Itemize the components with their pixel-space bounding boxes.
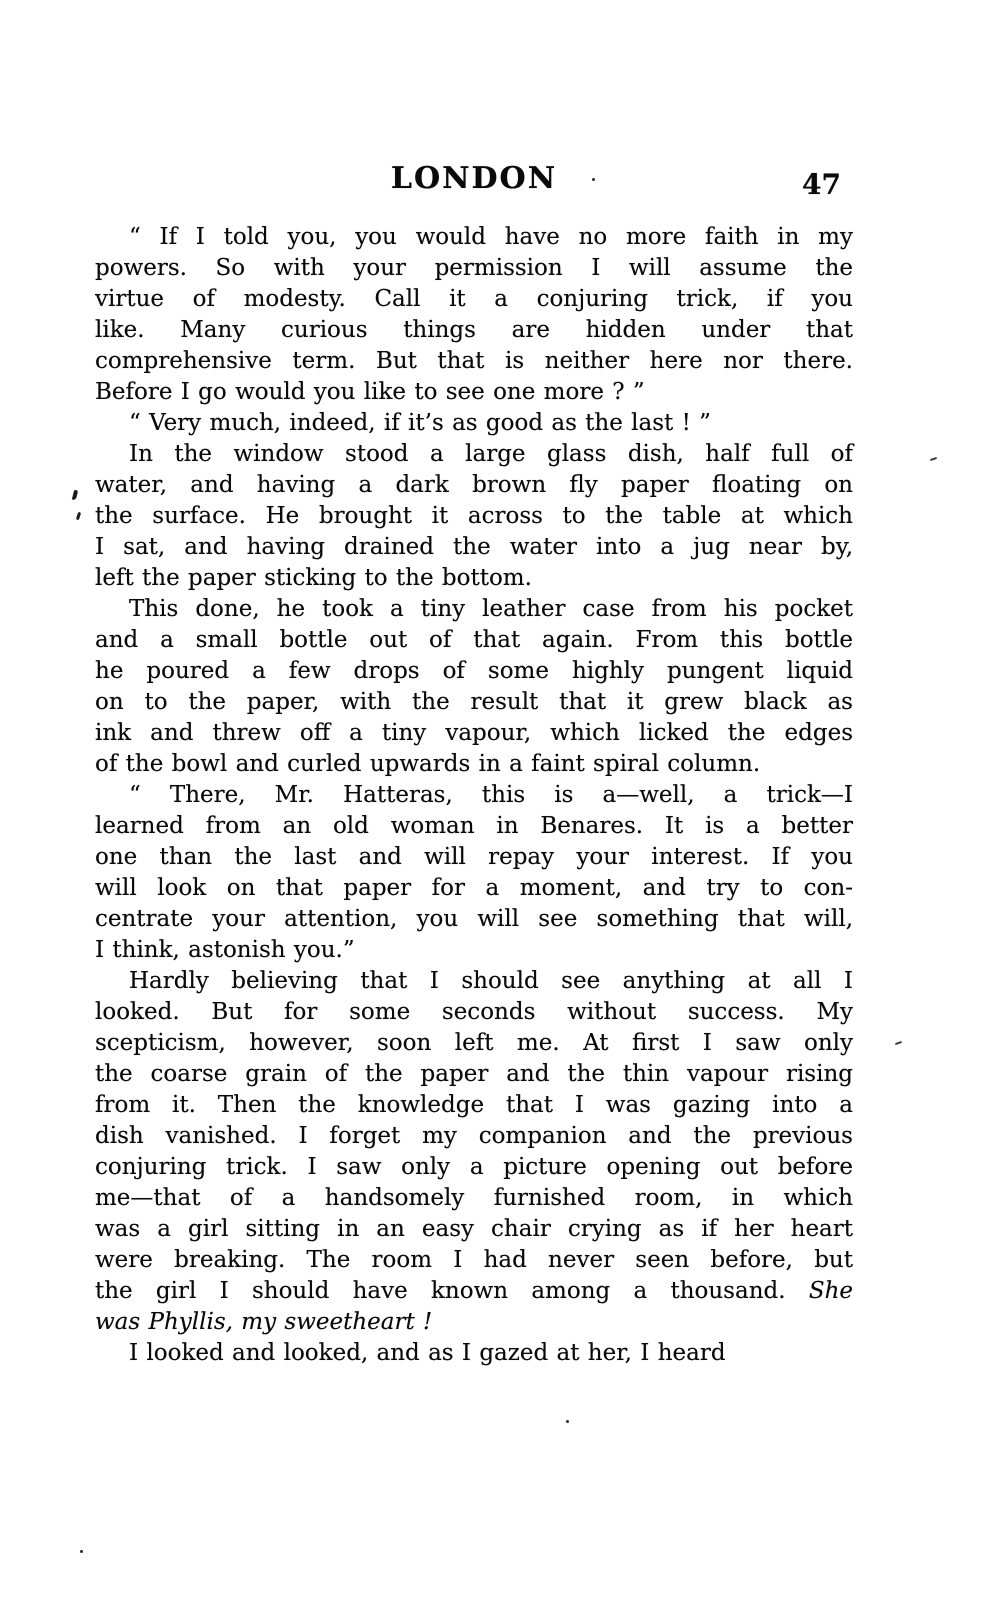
paragraph: [95, 222, 853, 408]
text-run: me—that of a handsomely furnished room, in which: [95, 1185, 853, 1211]
text-line: [95, 1121, 853, 1152]
scan-speck: [930, 457, 937, 461]
text-run: scepticism, however, soon left me. At first I saw only: [95, 1030, 853, 1056]
scan-speck: [592, 178, 595, 181]
text-run: one than the last and will repay your interest. If you: [95, 844, 853, 870]
text-run: from it. Then the knowledge that I was gazing into a: [95, 1092, 853, 1118]
text-run: of the bowl and curled upwards in a faint spiral column.: [95, 751, 761, 777]
paragraph: [95, 408, 853, 439]
text-line: [95, 1276, 853, 1307]
text-run: In the window stood a large glass dish, half full of: [129, 441, 853, 467]
page-number: 47: [802, 168, 841, 201]
text-line: [95, 1183, 853, 1214]
paragraph: [95, 966, 853, 1338]
text-run: dish vanished. I forget my companion and the previous: [95, 1123, 853, 1149]
text-line: [95, 470, 853, 501]
text-run: was Phyllis, my sweetheart !: [95, 1309, 433, 1335]
text-line: [95, 377, 853, 408]
text-line: [95, 1338, 853, 1369]
text-run: and a small bottle out of that again. From this bottle: [95, 627, 853, 653]
text-run: on to the paper, with the result that it grew black as: [95, 689, 853, 715]
text-line: [95, 346, 853, 377]
text-line: [95, 284, 853, 315]
scan-speck: [72, 490, 78, 501]
text-line: [95, 687, 853, 718]
text-line: [95, 904, 853, 935]
text-line: [95, 563, 853, 594]
text-line: [95, 532, 853, 563]
text-line: [95, 1090, 853, 1121]
text-line: [95, 718, 853, 749]
text-run: She: [808, 1278, 853, 1304]
page-header: [95, 161, 853, 201]
text-line: [95, 439, 853, 470]
text-run: “ Very much, indeed, if it’s as good as the last ! ”: [129, 410, 711, 436]
text-run: water, and having a dark brown fly paper floating on: [95, 472, 853, 498]
text-run: “ There, Mr. Hatteras, this is a—well, a trick—I: [129, 782, 853, 808]
text-line: [95, 966, 853, 997]
text-run: learned from an old woman in Benares. It is a better: [95, 813, 853, 839]
scan-speck: [80, 1550, 83, 1553]
text-line: [95, 501, 853, 532]
text-line: [95, 1245, 853, 1276]
text-line: [95, 1152, 853, 1183]
text-line: [95, 780, 853, 811]
text-line: [95, 1028, 853, 1059]
text-line: [95, 1307, 853, 1338]
text-run: centrate your attention, you will see something that will,: [95, 906, 853, 932]
text-run: the surface. He brought it across to the table at which: [95, 503, 853, 529]
text-line: [95, 842, 853, 873]
running-head-title: LONDON: [390, 161, 558, 196]
paragraph: [95, 439, 853, 594]
scan-speck: [76, 512, 81, 521]
text-run: like. Many curious things are hidden under that: [95, 317, 853, 343]
text-run: conjuring trick. I saw only a picture opening out before: [95, 1154, 853, 1180]
text-line: [95, 625, 853, 656]
text-run: I think, astonish you.”: [95, 937, 355, 963]
text-run: “ If I told you, you would have no more faith in my: [129, 224, 853, 250]
text-run: This done, he took a tiny leather case from his pocket: [129, 596, 853, 622]
text-line: [95, 997, 853, 1028]
text-line: [95, 656, 853, 687]
paragraph: [95, 780, 853, 966]
text-run: ink and threw off a tiny vapour, which licked the edges: [95, 720, 853, 746]
text-line: [95, 253, 853, 284]
text-run: looked. But for some seconds without success. My: [95, 999, 853, 1025]
text-line: [95, 315, 853, 346]
text-line: [95, 811, 853, 842]
paragraph: [95, 594, 853, 780]
text-run: the coarse grain of the paper and the thin vapour rising: [95, 1061, 853, 1087]
text-line: [95, 594, 853, 625]
text-run: virtue of modesty. Call it a conjuring trick, if you: [95, 286, 853, 312]
page-body: [95, 222, 853, 1369]
text-run: Hardly believing that I should see anything at all I: [129, 968, 853, 994]
text-run: I sat, and having drained the water into a jug near by,: [95, 534, 853, 560]
paragraph: [95, 1338, 853, 1369]
scan-speck: [566, 1420, 569, 1423]
text-run: I looked and looked, and as I gazed at her, I heard: [129, 1340, 726, 1366]
text-run: he poured a few drops of some highly pungent liquid: [95, 658, 853, 684]
text-run: will look on that paper for a moment, and try to con-: [95, 875, 853, 901]
text-run: comprehensive term. But that is neither here nor there.: [95, 348, 853, 374]
text-run: left the paper sticking to the bottom.: [95, 565, 532, 591]
text-run: the girl I should have known among a thousand.: [95, 1278, 809, 1304]
text-run: powers. So with your permission I will assume the: [95, 255, 853, 281]
text-line: [95, 1214, 853, 1245]
text-line: [95, 749, 853, 780]
text-line: [95, 222, 853, 253]
text-run: was a girl sitting in an easy chair crying as if her heart: [95, 1216, 853, 1242]
text-line: [95, 1059, 853, 1090]
text-line: [95, 408, 853, 439]
text-line: [95, 935, 853, 966]
scan-speck: [895, 1041, 902, 1045]
text-run: Before I go would you like to see one more ? ”: [95, 379, 645, 405]
text-line: [95, 873, 853, 904]
text-run: were breaking. The room I had never seen before, but: [95, 1247, 853, 1273]
